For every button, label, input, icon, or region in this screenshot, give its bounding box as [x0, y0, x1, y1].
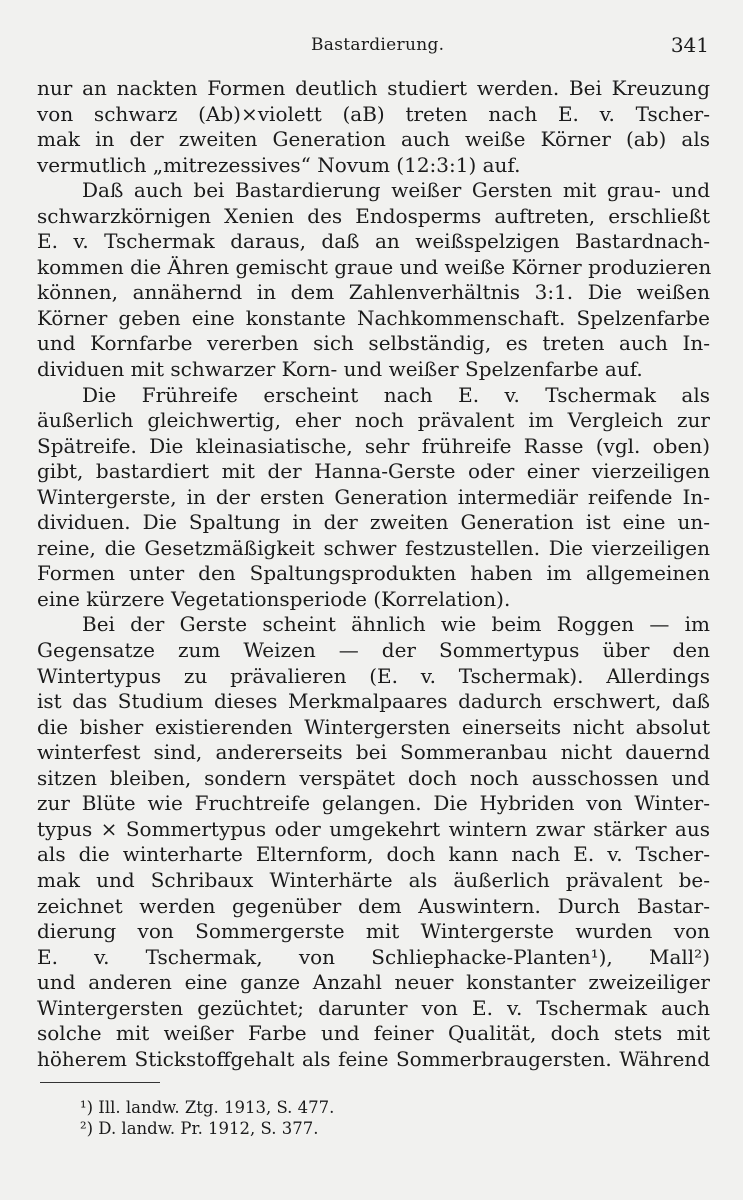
text-line: Körner geben eine konstante Nachkommenschaft. Spelzenfarbe — [37, 305, 710, 330]
text-line: äußerlich gleichwertig, eher noch prävalent im Vergleich zur — [37, 408, 710, 433]
text-line: gibt, bastardiert mit der Hanna-Gerste oder einer vierzeiligen — [37, 459, 710, 484]
text-line: winterfest sind, andererseits bei Sommeranbau nicht dauernd — [37, 740, 710, 765]
text-line: sitzen bleiben, sondern verspätet doch noch ausschossen und — [37, 765, 710, 790]
running-head: Bastardierung. — [311, 35, 445, 55]
text-line: mak und Schribaux Winterhärte als äußerlich prävalent be- — [37, 867, 710, 892]
text-line: zur Blüte wie Fruchtreife gelangen. Die Hybriden von Winter- — [37, 791, 710, 816]
page-header — [0, 33, 743, 57]
text-line: Wintergersten gezüchtet; darunter von E. v. Tschermak auch — [37, 995, 710, 1020]
text-line: E. v. Tschermak, von Schliephacke-Planten¹), Mall²) — [37, 944, 710, 969]
text-line: die bisher existierenden Wintergersten einerseits nicht absolut — [37, 714, 710, 739]
footnote: ²) D. landw. Pr. 1912, S. 377. — [80, 1119, 319, 1138]
paragraph-first-line: Die Frühreife erscheint nach E. v. Tschermak als — [82, 382, 710, 407]
paragraph-first-line: Daß auch bei Bastardierung weißer Gersten mit grau- und — [82, 178, 710, 203]
text-line: schwarzkörnigen Xenien des Endosperms auftreten, erschließt — [37, 203, 710, 228]
text-line: Formen unter den Spaltungsprodukten haben im allgemeinen — [37, 561, 710, 586]
text-line: Wintertypus zu prävalieren (E. v. Tschermak). Allerdings — [37, 663, 710, 688]
text-line: nur an nackten Formen deutlich studiert werden. Bei Kreuzung — [37, 76, 710, 100]
text-line: Gegensatze zum Weizen — der Sommertypus über den — [37, 638, 710, 663]
text-line: dividuen mit schwarzer Korn- und weißer Spelzenfarbe auf. — [37, 357, 643, 382]
text-line: und Kornfarbe vererben sich selbständig, es treten auch In- — [37, 331, 710, 356]
text-line: Wintergerste, in der ersten Generation intermediär reifende In- — [37, 484, 710, 509]
text-line: höherem Stickstoffgehalt als feine Sommerbraugersten. Während — [37, 1046, 710, 1071]
text-line: reine, die Gesetzmäßigkeit schwer festzustellen. Die vierzeiligen — [37, 535, 710, 560]
text-line: vermutlich „mitrezessives“ Novum (12:3:1) auf. — [37, 152, 521, 177]
body-text — [37, 76, 710, 1072]
text-line: E. v. Tschermak daraus, daß an weißspelzigen Bastardnach- — [37, 229, 710, 254]
text-line: dierung von Sommergerste mit Wintergerste wurden von — [37, 919, 710, 944]
text-line: dividuen. Die Spaltung in der zweiten Generation ist eine un- — [37, 510, 710, 535]
footnotes — [80, 1097, 334, 1139]
text-line: solche mit weißer Farbe und feiner Qualität, doch stets mit — [37, 1021, 710, 1046]
text-line: von schwarz (Ab)×violett (aB) treten nach E. v. Tscher- — [37, 101, 710, 126]
text-line: mak in der zweiten Generation auch weiße Körner (ab) als — [37, 127, 710, 152]
text-line: und anderen eine ganze Anzahl neuer konstanter zweizeiliger — [37, 970, 710, 995]
text-line: ist das Studium dieses Merkmalpaares dadurch erschwert, daß — [37, 689, 710, 714]
text-line: können, annähernd in dem Zahlenverhältnis 3:1. Die weißen — [37, 280, 710, 305]
text-line: als die winterharte Elternform, doch kann nach E. v. Tscher- — [37, 842, 710, 867]
footnote-divider — [40, 1082, 160, 1083]
text-line: kommen die Ähren gemischt graue und weiße Körner produzieren — [37, 254, 712, 279]
text-line: eine kürzere Vegetationsperiode (Korrelation). — [37, 586, 511, 611]
text-line: zeichnet werden gegenüber dem Auswintern. Durch Bastar- — [37, 893, 710, 918]
footnote: ¹) Ill. landw. Ztg. 1913, S. 477. — [80, 1098, 335, 1117]
text-line: typus × Sommertypus oder umgekehrt wintern zwar stärker aus — [37, 816, 710, 841]
page-number: 341 — [670, 33, 709, 57]
text-line: Spätreife. Die kleinasiatische, sehr frühreife Rasse (vgl. oben) — [37, 433, 710, 458]
paragraph-first-line: Bei der Gerste scheint ähnlich wie beim Roggen — im — [82, 612, 710, 637]
